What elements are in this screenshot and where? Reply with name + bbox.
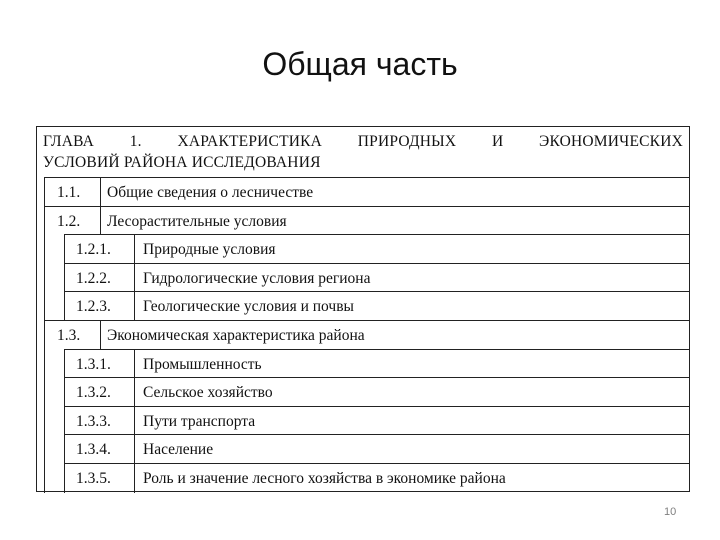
section-number: 1.1. bbox=[57, 184, 81, 201]
toc-row bbox=[64, 377, 689, 407]
chapter-word: ХАРАКТЕРИСТИКА bbox=[177, 133, 323, 150]
column-divider bbox=[134, 264, 135, 293]
chapter-word: 1. bbox=[129, 133, 142, 150]
toc-row bbox=[64, 463, 689, 493]
toc-row bbox=[64, 349, 689, 379]
section-title: Пути транспорта bbox=[143, 412, 256, 430]
table-of-contents bbox=[36, 126, 690, 492]
toc-row bbox=[64, 234, 689, 264]
section-title: Экономическая характеристика района bbox=[107, 327, 365, 344]
section-title: Население bbox=[143, 441, 214, 459]
indent-line-level2 bbox=[64, 234, 65, 320]
section-number: 1.3.2. bbox=[76, 384, 111, 402]
chapter-line-2: УСЛОВИЙ РАЙОНА ИССЛЕДОВАНИЯ bbox=[43, 154, 321, 171]
page-number: 10 bbox=[664, 506, 677, 518]
section-title: Роль и значение лесного хозяйства в экономике района bbox=[143, 470, 506, 487]
column-divider bbox=[134, 435, 135, 464]
toc-row bbox=[64, 406, 689, 436]
chapter-heading bbox=[43, 131, 683, 173]
column-divider bbox=[134, 464, 135, 493]
column-divider bbox=[134, 235, 135, 264]
toc-row bbox=[64, 291, 689, 321]
section-title: Лесорастительные условия bbox=[107, 212, 287, 230]
toc-row bbox=[64, 263, 689, 293]
chapter-word: ПРИРОДНЫХ bbox=[357, 133, 457, 150]
column-divider bbox=[100, 207, 101, 236]
indent-line-level2 bbox=[64, 349, 65, 493]
section-number: 1.3.3. bbox=[76, 412, 111, 430]
toc-row bbox=[44, 177, 689, 207]
section-title: Промышленность bbox=[143, 355, 262, 373]
column-divider bbox=[100, 178, 101, 207]
column-divider bbox=[134, 350, 135, 379]
column-divider bbox=[134, 407, 135, 436]
section-number: 1.3. bbox=[57, 327, 81, 344]
section-number: 1.3.5. bbox=[76, 470, 111, 487]
section-title: Общие сведения о лесничестве bbox=[107, 184, 314, 201]
section-title: Сельское хозяйство bbox=[143, 384, 273, 402]
page-title: Общая часть bbox=[262, 46, 458, 82]
section-title: Природные условия bbox=[143, 241, 276, 259]
column-divider bbox=[100, 321, 101, 350]
section-number: 1.2.3. bbox=[76, 298, 111, 316]
section-number: 1.3.4. bbox=[76, 441, 111, 459]
chapter-word: И bbox=[491, 133, 504, 150]
section-number: 1.3.1. bbox=[76, 355, 111, 373]
chapter-word: ГЛАВА bbox=[43, 133, 95, 150]
toc-row bbox=[44, 206, 689, 236]
indent-line-level1 bbox=[44, 177, 45, 493]
section-title: Гидрологические условия региона bbox=[143, 269, 371, 287]
column-divider bbox=[134, 378, 135, 407]
section-title: Геологические условия и почвы bbox=[143, 298, 354, 316]
column-divider bbox=[134, 292, 135, 321]
toc-row bbox=[44, 320, 689, 350]
section-number: 1.2.2. bbox=[76, 269, 111, 287]
section-number: 1.2. bbox=[57, 212, 81, 230]
chapter-word: ЭКОНОМИЧЕСКИХ bbox=[539, 133, 683, 150]
section-number: 1.2.1. bbox=[76, 241, 111, 259]
toc-row bbox=[64, 434, 689, 464]
